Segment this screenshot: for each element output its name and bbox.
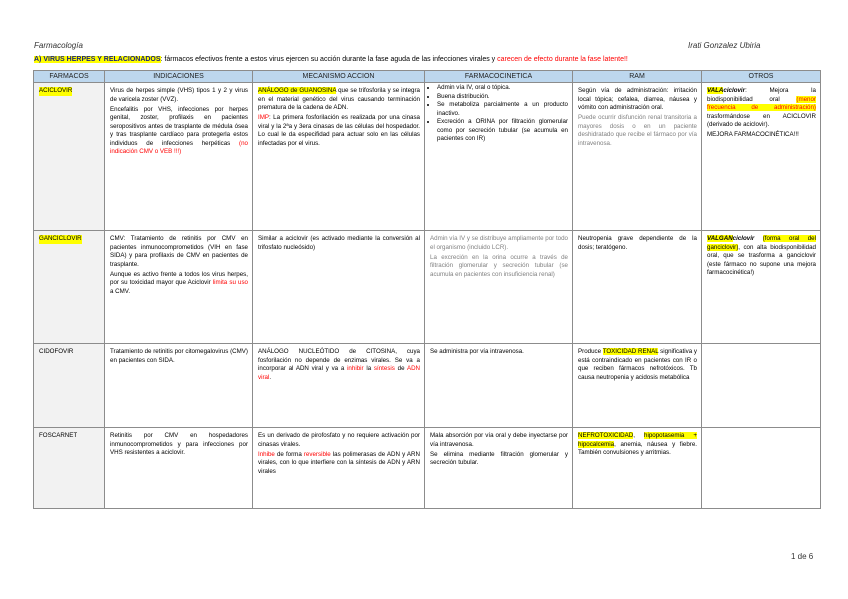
- page-number: 1 de 6: [791, 552, 814, 561]
- drug-name-ganciclovir: [34, 231, 105, 344]
- ind-warning: limita su uso: [212, 279, 248, 286]
- drug-name-aciclovir: [34, 83, 105, 231]
- ind-text: [110, 271, 248, 297]
- drug-name-cidofovir: [34, 344, 105, 428]
- otros-highlight: (forma oral del ganciclovir): [707, 235, 816, 251]
- ram-text: Neutropenia grave dependiente de la dosis; teratógeno.: [578, 235, 697, 251]
- cell-mecanismo: [253, 83, 425, 231]
- mec-text: [258, 87, 420, 113]
- drug-name-text: ACICLOVIR: [39, 87, 73, 94]
- ram-text-part: significativa y está contraindicado en pacientes con IR o que reciben fármacos nefrotóxicos. Tb causa neutropenia y acidosis metabólica: [578, 348, 697, 381]
- otros-highlight: VALGAN: [707, 235, 733, 242]
- intro-warning: carecen de efecto durante la fase latente!!: [497, 56, 628, 63]
- mec-text-part: ANÁLOGO NUCLEÓTIDO de CITOSINA, cuya fosforilación no depende de enzimas virales. Se va a incorporar al ADN viral y va a: [258, 348, 420, 372]
- ram-text-part: , anemia, náusea y fiebre. También convulsiones y arritmias.: [578, 440, 697, 456]
- otros-italic: ciclovir: [732, 235, 755, 242]
- fc-text: Se administra por vía intravenosa.: [430, 348, 524, 355]
- cell-ram: [573, 428, 702, 509]
- col-header-farmacocinetica: FARMACOCINETICA: [425, 71, 573, 83]
- ram-highlight: TOXICIDAD RENAL: [602, 348, 659, 355]
- mec-red: reversible: [303, 450, 331, 458]
- fc-list: [430, 84, 568, 144]
- mec-text: [258, 348, 420, 382]
- mec-text: [258, 114, 420, 148]
- otros-red-highlight: (menor frecuencia de administración): [707, 95, 816, 111]
- table-row: [34, 83, 821, 231]
- drug-table: [33, 70, 821, 509]
- cell-otros: [702, 428, 821, 509]
- ind-text-part: Aunque es activo frente a todos los virus herpes, por su toxicidad mayor que Aciclovir: [110, 270, 248, 286]
- cell-ram: [573, 83, 702, 231]
- mec-red: inhibir: [347, 365, 364, 372]
- cell-farmacocinetica: [425, 344, 573, 428]
- ram-text: Puede ocurrir disfunción renal transitoria a mayores dosis o en un paciente deshidratado que recibe el fármaco por vía intravenosa.: [578, 114, 697, 147]
- ram-highlight: hipopotasemia + hipocalcemia: [578, 432, 697, 448]
- fc-text: Admin vía IV y se distribuye ampliamente por todo el organismo (incluido LCR).: [430, 235, 568, 251]
- mec-text-part: : La primera fosforilación es realizada por una cinasa viral y la 2ªa y 3era cinasas de las células del hospedador. Lo cual le da especifidad para actuar solo en las células infectadas por el virus.: [258, 114, 420, 147]
- list-item: • Excreción a ORINA por filtración glomerular como por secreción tubular (se acumula en pacientes con IR): [437, 118, 568, 144]
- ram-text: Según vía de administración: irritación local tópica; cefalea, diarrea, náusea y vómito con administración oral.: [578, 87, 697, 111]
- mec-red: Inhibe: [258, 450, 275, 458]
- section-title: A) VIRUS HERPES Y RELACIONADOS: [34, 56, 161, 63]
- drug-name-text: FOSCARNET: [39, 432, 78, 439]
- ind-text-part: a CMV.: [110, 287, 131, 295]
- mec-text-part: la: [363, 365, 374, 372]
- ram-text-part: ,: [633, 432, 635, 439]
- otros-text: [707, 235, 816, 278]
- mec-imp-label: IMP: [258, 114, 270, 121]
- list-item: • Se metaboliza parcialmente a un producto inactivo.: [437, 101, 568, 118]
- fc-text: La excreción en la orina ocurre a través de filtración glomerular y secreción tubular (se acumula en pacientes con insuficiencia renal): [430, 253, 568, 278]
- table-header-row: [34, 71, 821, 83]
- mec-text: Es un derivado de pirofosfato y no requiere activación por cinasas virales.: [258, 432, 420, 448]
- col-header-mecanismo: MECANISMO ACCION: [253, 71, 425, 83]
- otros-text-part: , con alta biodisponibilidad oral, que se trasforma a ganciclovir (este fármaco no supone una mejora farmacocinética!): [707, 243, 816, 276]
- mec-text-part: de: [394, 365, 407, 372]
- fc-text: Se elimina mediante filtración glomerular y secreción tubular.: [430, 450, 568, 466]
- ram-text: [578, 348, 697, 382]
- header-author: Irati Gonzalez Ubiria: [688, 41, 761, 50]
- col-header-ram: RAM: [573, 71, 702, 83]
- header-subject: Farmacología: [34, 41, 83, 50]
- col-header-indicaciones: INDICACIONES: [105, 71, 253, 83]
- list-item: • Buena distribución.: [437, 93, 568, 102]
- ram-text: [578, 432, 697, 458]
- mec-text-part: de forma: [274, 450, 304, 458]
- ram-text-part: Produce: [578, 348, 603, 355]
- ram-highlight: NEFROTOXICIDAD: [578, 432, 634, 439]
- cell-ram: [573, 344, 702, 428]
- cell-indicaciones: [105, 231, 253, 344]
- cell-indicaciones: [105, 344, 253, 428]
- otros-italic: ciclovir: [723, 87, 746, 94]
- intro-line: [34, 55, 824, 64]
- col-header-farmacos: FARMACOS: [34, 71, 105, 83]
- cell-mecanismo: [253, 428, 425, 509]
- table-row: [34, 428, 821, 509]
- cell-mecanismo: [253, 231, 425, 344]
- cell-farmacocinetica: [425, 231, 573, 344]
- otros-text: [707, 87, 816, 130]
- otros-text: MEJORA FARMACOCINÉTICA!!!: [707, 131, 799, 138]
- ind-warning: (no indicación CMV o VEB !!!): [110, 139, 248, 155]
- mec-text: Similar a aciclovir (es activado mediante la conversión al trifosfato nucleósido): [258, 235, 420, 251]
- mec-text-part: las polimerasas de ADN y ARN virales, con lo que interfiere con la síntesis de ADN y ARN virales: [258, 450, 420, 475]
- otros-text-part: : Mejora la biodisponibilidad oral: [707, 87, 816, 103]
- mec-highlight: ANÁLOGO de GUANOSINA: [258, 87, 337, 94]
- otros-text-part: trasformándose en ACICLOVIR (derivado de aciclovir).: [707, 112, 816, 128]
- table-row: [34, 231, 821, 344]
- mec-red: ADN viral: [258, 365, 421, 381]
- table-row: [34, 344, 821, 428]
- cell-otros: [702, 83, 821, 231]
- cell-otros: [702, 344, 821, 428]
- drug-name-text: GANCICLOVIR: [39, 235, 82, 242]
- mec-text: [258, 451, 420, 477]
- intro-text: : fármacos efectivos frente a estos virus ejercen su acción durante la fase aguda de las infecciones virales y: [160, 56, 498, 63]
- ind-text-part: Encefalitis por VHS, infecciones por herpes genital, zoster, profilaxis en pacientes seropositivos antes de trasplante de médula ósea y tras trasplante cardíaco para protegerla estos individuos de infecciones herpéticas: [110, 105, 248, 147]
- mec-text-part: que se trifosforila y se integra en el material genético del virus causando terminación prematura de la cadena de ADN.: [258, 87, 420, 111]
- cell-farmacocinetica: [425, 428, 573, 509]
- ind-text: Virus de herpes simple (VHS) tipos 1 y 2 y virus de varicela zoster (VVZ).: [110, 87, 248, 103]
- ind-text: CMV: Tratamiento de retinitis por CMV en pacientes inmunocomprometidos (VIH en fase SIDA) y para profilaxis de CMV en pacientes de trasplante.: [110, 235, 248, 268]
- fc-text: Mala absorción por vía oral y debe inyectarse por vía intravenosa.: [430, 432, 568, 448]
- otros-highlight: VALA: [707, 87, 724, 94]
- ind-text: [110, 106, 248, 157]
- col-header-otros: OTROS: [702, 71, 821, 83]
- cell-farmacocinetica: [425, 83, 573, 231]
- mec-text-part: .: [269, 373, 272, 381]
- ind-text: Retinitis por CMV en hospedadores inmunocomprometidos y para infecciones por VHS resistentes a aciclovir.: [110, 432, 248, 456]
- cell-mecanismo: [253, 344, 425, 428]
- cell-indicaciones: [105, 83, 253, 231]
- cell-ram: [573, 231, 702, 344]
- ind-text: Tratamiento de retinitis por citomegalovirus (CMV) en pacientes con SIDA.: [110, 348, 248, 364]
- drug-name-text: CIDOFOVIR: [39, 348, 74, 355]
- cell-otros: [702, 231, 821, 344]
- cell-indicaciones: [105, 428, 253, 509]
- mec-red: síntesis: [373, 365, 395, 372]
- list-item: • Admin vía IV, oral o tópica.: [437, 84, 568, 93]
- drug-name-foscarnet: [34, 428, 105, 509]
